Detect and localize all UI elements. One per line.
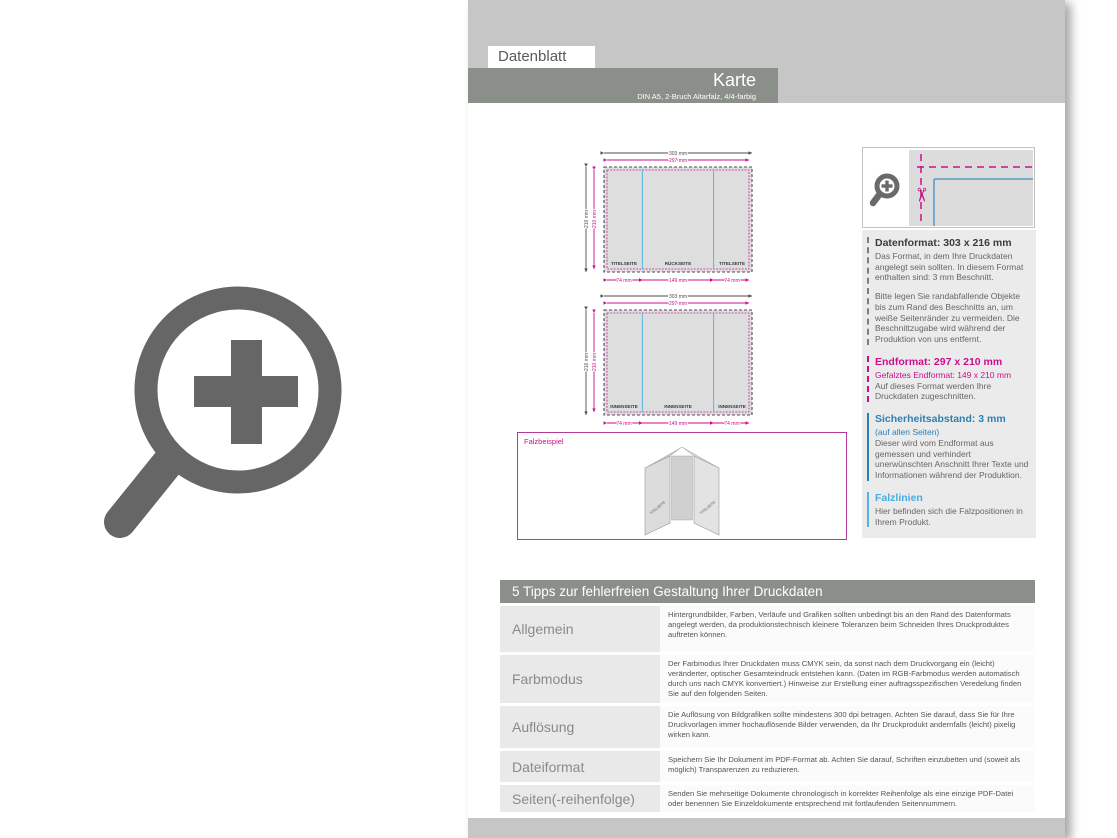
fold-example-illustration xyxy=(632,443,732,537)
table-row xyxy=(500,606,1035,652)
legend-title: Datenformat: 303 x 216 mm xyxy=(875,237,1012,249)
tip-label: Seiten(-reihenfolge) xyxy=(500,785,660,812)
legend-section-endformat xyxy=(867,356,1029,402)
panel-label: TITELSEITE xyxy=(610,261,638,266)
dim-endformat-height: 210 mm xyxy=(592,209,598,229)
tip-label: Dateiformat xyxy=(500,751,660,782)
fold-example-label: Falzbeispiel xyxy=(524,437,564,446)
page-title: Karte xyxy=(712,69,756,90)
tips-table xyxy=(500,580,1035,812)
tip-label: Allgemein xyxy=(500,606,660,652)
table-row xyxy=(500,751,1035,782)
tip-label: Farbmodus xyxy=(500,655,660,703)
panel-label: RÜCKSEITE xyxy=(664,261,692,266)
legend-paragraph: Auf dieses Format werden Ihre Druckdaten zugeschnitten. xyxy=(875,380,992,402)
tip-text: Die Auflösung von Bildgrafiken sollte mindestens 300 dpi betragen. Achten Sie darauf, dass Sie für Ihre Druckvorlagen immer hochauflösende Bilder verwenden, da Ihr Druckprodukt andernfalls (leicht) pixelig wirken kann. xyxy=(660,706,1035,748)
panel-label: INNENSEITE xyxy=(718,404,746,409)
tip-text: Senden Sie mehrseitige Dokumente chronologisch in korrekter Reihenfolge als eine einzige PDF-Datei oder benennen Sie Einzeldokumente entsprechend mit fortlaufenden Seitennummern. xyxy=(660,785,1035,812)
legend-section-sicherheitsabstand xyxy=(867,413,1029,481)
panel-label: TITELSEITE xyxy=(718,261,746,266)
tips-header: 5 Tipps zur fehlerfreien Gestaltung Ihrer Druckdaten xyxy=(500,580,1035,603)
tip-text: Der Farbmodus Ihrer Druckdaten muss CMYK sein, da sonst nach dem Druckvorgang ein (leicht) veränderter, optischer Gesamteindruck entstehen kann. (Daten im RGB-Farbmodus werden automatisch durch uns nach CMYK konvertiert.) Hinweise zur Erstellung einer auftragsspezifischen Veredelung finden Sie auf den folgenden Seiten. xyxy=(660,655,1035,703)
dim-endformat-width: 297 mm xyxy=(668,158,688,164)
legend-subtitle: (auf allen Seiten) xyxy=(875,427,940,438)
page-subtitle: DIN A5, 2-Bruch Altarfalz, 4/4-farbig xyxy=(637,91,756,101)
dim-panel-center: 149 mm xyxy=(668,278,688,284)
legend-title: Endformat: 297 x 210 mm xyxy=(875,355,1003,368)
diagram-outer-side xyxy=(576,142,766,292)
table-row xyxy=(500,706,1035,748)
footer-band xyxy=(468,818,1065,838)
dim-panel-left: 74 mm xyxy=(616,421,632,427)
diagram-inner-side xyxy=(576,285,766,435)
dim-datenformat-height: 216 mm xyxy=(584,209,590,229)
tip-text: Hintergrundbilder, Farben, Verläufe und Grafiken sollten unbedingt bis an den Rand des Datenformats angelegt werden, da produktionstechnisch kleinere Toleranzen beim Schneiden Ihres Druckproduktes auftreten können. xyxy=(660,606,1035,652)
legend-section-datenformat xyxy=(867,237,1029,345)
legend-section-falzlinien xyxy=(867,492,1029,527)
legend-subtitle: Gefalztes Endformat: 149 x 210 mm xyxy=(875,369,1012,380)
zoom-plus-small-icon xyxy=(873,176,897,203)
dim-panel-center: 149 mm xyxy=(668,421,688,427)
tip-text: Speichern Sie Ihr Dokument im PDF-Format ab. Achten Sie darauf, Schriften einzubetten und (soweit als möglich) Transparenzen zu reduzieren. xyxy=(660,751,1035,782)
zoom-plus-icon xyxy=(98,280,358,560)
dim-datenformat-width: 303 mm xyxy=(668,294,688,300)
fold-flap-label: TITELSEITE xyxy=(649,500,667,516)
panel-label: INNENSEITE xyxy=(664,404,692,409)
datenblatt-tab: Datenblatt xyxy=(488,46,595,68)
legend-paragraph: Dieser wird vom Endformat aus gemessen und verhindert unerwünschten Anschnitt Ihrer Texte und Informationen während der Produktion. xyxy=(875,438,1029,481)
legend-title: Sicherheitsabstand: 3 mm xyxy=(875,413,1006,426)
dim-panel-right: 74 mm xyxy=(724,421,740,427)
scissors-icon: ✂ xyxy=(910,187,931,203)
tip-label: Auflösung xyxy=(500,706,660,748)
datasheet-page xyxy=(468,0,1065,838)
table-row xyxy=(500,655,1035,703)
dim-panel-left: 74 mm xyxy=(616,278,632,284)
legend-paragraph: Hier befinden sich die Falzpositionen in Ihrem Produkt. xyxy=(875,505,1023,527)
product-title-bar xyxy=(468,68,778,103)
fold-example-box xyxy=(517,432,847,540)
legend-paragraph: Das Format, in dem Ihre Druckdaten angelegt sein sollten. In diesem Format enthalten sind: 3 mm Beschnitt. xyxy=(875,251,1024,283)
fold-flap-label: TITELSEITE xyxy=(699,500,717,516)
corner-detail-graphic xyxy=(863,148,1034,227)
dim-datenformat-width: 303 mm xyxy=(668,151,688,157)
dim-panel-right: 74 mm xyxy=(724,278,740,284)
dim-endformat-width: 297 mm xyxy=(668,301,688,307)
panel-label: INNENSEITE xyxy=(610,404,638,409)
legend-panel xyxy=(862,230,1036,538)
corner-detail-box xyxy=(862,147,1035,228)
table-row xyxy=(500,785,1035,812)
dim-datenformat-height: 216 mm xyxy=(584,352,590,372)
dim-endformat-height: 210 mm xyxy=(592,352,598,372)
legend-paragraph: Bitte legen Sie randabfallende Objekte bis zum Rand des Beschnitts an, um weiße Seitenränder zu vermeiden. Die Beschnittzugabe wird während der Produktion von uns entfernt. xyxy=(875,291,1021,344)
legend-title: Falzlinien xyxy=(875,491,923,504)
